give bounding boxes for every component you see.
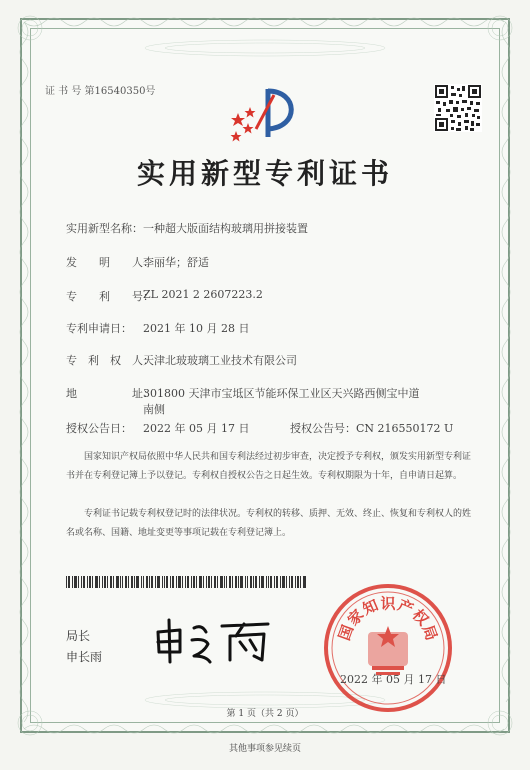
publication-number-value: CN 216550172 U <box>356 422 454 435</box>
grant-statement-paragraph: 国家知识产权局依照中华人民共和国专利法经过初步审查，决定授予专利权，颁发实用新型专利证书并在专利登记簿上予以登记。专利权自授权公告之日起生效。专利权期限为十年，自申请日起算。 <box>66 452 472 481</box>
director-title-label: 局长 <box>66 629 91 643</box>
legal-status-paragraph: 专利证书记载专利权登记时的法律状况。专利权的转移、质押、无效、终止、恢复和专利权人的姓名或名称、国籍、地址变更等事项记载在专利登记簿上。 <box>66 509 472 538</box>
field-value: 2021 年 10 月 28 日 <box>143 322 250 335</box>
qr-code-icon <box>434 84 482 132</box>
field-row-inventors <box>66 254 209 270</box>
seal-character: 国 <box>335 622 358 643</box>
director-signature <box>150 610 280 670</box>
field-value: ZL 2021 2 2607223.2 <box>143 288 263 301</box>
seal-character: 识 <box>380 594 396 613</box>
publication-number-label: 授权公告号： <box>290 422 356 435</box>
field-row-patentee <box>66 352 297 368</box>
certificate-number: 证 书 号 第16540350号 <box>45 86 156 97</box>
page-number: 第 1 页（共 2 页） <box>226 709 304 719</box>
field-row-grant-date <box>66 420 250 436</box>
field-label: 发 明 人： <box>66 256 154 269</box>
seal-character: 知 <box>359 595 381 619</box>
seal-character: 产 <box>395 595 417 619</box>
field-value: 天津北玻玻璃工业技术有限公司 <box>143 354 297 367</box>
certificate-title: 实用新型专利证书 <box>136 157 393 190</box>
field-label: 专 利 权 人： <box>66 354 154 367</box>
field-row-publication-number <box>290 420 453 436</box>
barcode-icon <box>66 576 306 588</box>
field-row-application-date <box>66 320 250 336</box>
field-value: 301800 天津市宝坻区节能环保工业区天兴路西侧宝中道 <box>143 387 420 400</box>
footer-note: 其他事项参见续页 <box>228 744 301 754</box>
seal-date: 2022 年 05 月 17 日 <box>340 673 447 686</box>
director-name-label: 申长雨 <box>66 650 103 664</box>
field-value: 一种超大版面结构玻璃用拼接装置 <box>143 222 308 235</box>
official-seal <box>322 582 454 714</box>
field-label: 专利申请日： <box>66 322 132 335</box>
field-label: 实用新型名称： <box>66 222 143 235</box>
field-row-name <box>66 220 308 236</box>
field-label: 授权公告日： <box>66 422 132 435</box>
field-value: 南侧 <box>143 403 165 416</box>
seal-character: 权 <box>408 605 433 630</box>
field-value: 李丽华；舒适 <box>143 256 209 269</box>
field-label: 专 利 号： <box>66 290 154 303</box>
field-label: 地 址： <box>66 387 154 400</box>
field-row-patent-number <box>66 288 263 304</box>
seal-character: 家 <box>343 605 368 630</box>
cnipa-logo-icon <box>228 85 304 145</box>
field-value: 2022 年 05 月 17 日 <box>143 422 250 435</box>
seal-character: 局 <box>418 622 441 643</box>
field-row-address <box>66 385 420 401</box>
